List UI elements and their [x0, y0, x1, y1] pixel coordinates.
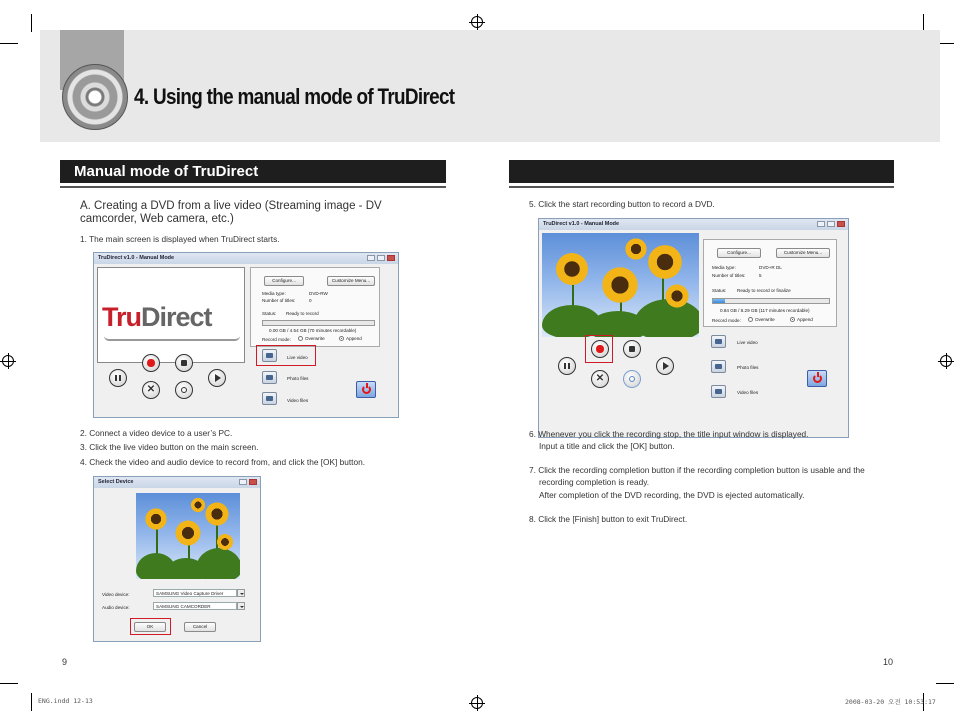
photo-files-label: Photo files — [737, 365, 759, 370]
status-label: Status: — [262, 311, 277, 316]
close-icon[interactable] — [249, 479, 257, 485]
sunflower — [600, 265, 640, 305]
cancel-record-button[interactable] — [142, 381, 160, 399]
maximize-icon[interactable] — [239, 479, 247, 485]
radio-icon — [748, 317, 753, 322]
window-title: TruDirect v1.0 - Manual Mode — [543, 221, 620, 227]
append-radio[interactable] — [339, 336, 362, 341]
step-7-line2: recording completion is ready. — [539, 477, 650, 487]
pause-button[interactable] — [109, 369, 127, 387]
overwrite-label: Overwrite — [755, 317, 775, 322]
step-2: 2. Connect a video device to a user’s PC. — [80, 428, 233, 438]
media-type-label: Media type: — [712, 265, 736, 270]
photo-icon — [715, 364, 722, 369]
film-icon — [715, 389, 722, 394]
crop-mark — [0, 43, 18, 44]
audio-device-label: Audio device: — [102, 605, 130, 610]
registration-mark-icon — [2, 355, 14, 367]
window-title: Select Device — [98, 479, 134, 485]
stop-icon — [181, 360, 187, 366]
status-value: Ready to record — [286, 311, 319, 316]
crop-mark — [936, 683, 954, 684]
info-panel — [250, 267, 380, 347]
pause-icon — [564, 363, 570, 369]
camera-preview — [136, 493, 240, 579]
disc-eject-icon — [181, 387, 187, 393]
registration-mark-icon — [471, 16, 483, 28]
ok-button[interactable]: OK — [134, 622, 166, 632]
step-8: 8. Click the [Finish] button to exit TruDirect. — [529, 514, 688, 524]
sunflower — [624, 237, 648, 261]
stop-button[interactable] — [175, 354, 193, 372]
section-title: Manual mode of TruDirect — [60, 160, 446, 183]
record-icon — [147, 359, 154, 366]
audio-device-value: SAMSUNG CAMCORDER — [156, 604, 211, 609]
logo-swoosh — [104, 336, 240, 341]
trudirect-main-window — [93, 252, 399, 418]
footer-timestamp: 2008-03-20 오전 10:53:17 — [845, 698, 936, 706]
sunflower — [144, 507, 168, 531]
step-6-line2: Input a title and click the [OK] button. — [539, 441, 675, 451]
section-bar-right — [509, 160, 894, 183]
highlight-box — [256, 345, 316, 366]
capacity-progress-bar — [262, 320, 375, 326]
step-7-line3: After completion of the DVD recording, the DVD is ejected automatically. — [539, 490, 805, 500]
highlight-box — [130, 618, 171, 635]
radio-selected-icon — [790, 317, 795, 322]
x-icon: ✕ — [146, 384, 156, 395]
footer-file-info: ENG.indd 12-13 — [38, 697, 93, 705]
page-number-left: 9 — [62, 657, 68, 667]
highlight-box — [585, 335, 613, 363]
step-a: A. Creating a DVD from a live video (Streaming image - DV camcorder, Web camera, etc.) — [80, 200, 382, 225]
radio-icon — [298, 336, 303, 341]
configure-button[interactable]: Configure... — [717, 248, 761, 258]
x-icon: ✕ — [595, 373, 605, 384]
pause-button[interactable] — [558, 357, 576, 375]
pause-icon — [115, 375, 121, 381]
section-underline — [509, 186, 894, 188]
video-files-label: Video files — [737, 390, 759, 395]
customize-menu-button[interactable]: Customize Menu... — [776, 248, 830, 258]
live-video-label: Live video — [287, 355, 308, 360]
titles-value: 0 — [309, 298, 312, 303]
video-preview — [97, 267, 245, 363]
chevron-down-icon[interactable] — [237, 589, 245, 597]
minimize-icon[interactable] — [367, 255, 375, 261]
video-device-select[interactable] — [153, 589, 237, 597]
cancel-record-button[interactable] — [591, 370, 609, 388]
play-button[interactable] — [656, 357, 674, 375]
logo-tru: Tru — [102, 302, 142, 332]
titles-label: Number of titles: — [712, 273, 746, 278]
disc-icon — [62, 64, 128, 130]
capacity-text: 0.84 GB / 8.29 GB (117 minutes recordable) — [720, 308, 810, 313]
maximize-icon[interactable] — [377, 255, 385, 261]
page-number-right: 10 — [883, 657, 894, 667]
play-icon — [215, 374, 221, 382]
capacity-text: 0.00 GB / 4.54 GB (70 minutes recordable) — [269, 328, 357, 333]
titles-value: 5 — [759, 273, 762, 278]
status-label: Status: — [712, 288, 727, 293]
stop-button[interactable] — [623, 340, 641, 358]
info-panel — [703, 239, 837, 327]
overwrite-label: Overwrite — [305, 336, 325, 341]
power-icon — [362, 385, 371, 394]
crop-mark — [31, 14, 32, 32]
capacity-progress-bar — [712, 298, 830, 304]
progress-fill — [713, 299, 725, 303]
live-preview — [542, 233, 699, 337]
live-video-label: Live video — [737, 340, 758, 345]
audio-device-select[interactable] — [153, 602, 237, 610]
close-icon[interactable] — [837, 221, 845, 227]
minimize-icon[interactable] — [817, 221, 825, 227]
eject-button[interactable] — [623, 370, 641, 388]
eject-button[interactable] — [175, 381, 193, 399]
record-mode-label: Record mode: — [712, 318, 741, 323]
step-7-line1: 7. Click the recording completion button if the recording completion button is usable and the — [529, 465, 865, 475]
append-label: Append — [346, 336, 362, 341]
live-video-button[interactable] — [711, 335, 726, 348]
sunflower — [174, 519, 202, 547]
window-title: TruDirect v1.0 - Manual Mode — [98, 255, 175, 261]
page-title: 4. Using the manual mode of TruDirect — [134, 84, 455, 109]
overwrite-radio[interactable] — [298, 336, 325, 341]
media-type-value: DVD+R DL — [759, 265, 782, 270]
logo-direct: Direct — [141, 302, 212, 332]
trudirect-recording-window — [538, 218, 849, 438]
record-button[interactable] — [142, 354, 160, 372]
camcorder-icon — [715, 339, 722, 344]
power-button[interactable] — [356, 381, 376, 398]
photo-files-button[interactable] — [711, 360, 726, 373]
sunflower — [646, 243, 684, 281]
stop-icon — [629, 346, 635, 352]
disc-eject-icon — [629, 376, 635, 382]
sunflower — [190, 497, 206, 513]
registration-mark-icon — [940, 355, 952, 367]
step-5: 5. Click the start recording button to record a DVD. — [529, 199, 715, 209]
select-device-window — [93, 476, 261, 642]
close-icon[interactable] — [387, 255, 395, 261]
video-files-button[interactable] — [711, 385, 726, 398]
record-mode-label: Record mode: — [262, 337, 291, 342]
sunflower — [554, 251, 590, 287]
leaf — [196, 548, 240, 579]
overwrite-radio[interactable] — [748, 317, 775, 322]
chevron-down-icon[interactable] — [237, 602, 245, 610]
titles-label: Number of titles: — [262, 298, 296, 303]
registration-mark-icon — [471, 697, 483, 709]
sunflower — [216, 533, 234, 551]
append-radio[interactable] — [790, 317, 813, 322]
media-type-value: DVD-RW — [309, 291, 328, 296]
maximize-icon[interactable] — [827, 221, 835, 227]
status-value: Ready to record or finalize — [737, 288, 791, 293]
crop-mark — [31, 693, 32, 711]
video-device-label: Video device: — [102, 592, 130, 597]
play-icon — [663, 362, 669, 370]
photo-icon — [266, 375, 273, 380]
video-files-button[interactable] — [262, 392, 277, 405]
step-1: 1. The main screen is displayed when TruDirect starts. — [80, 234, 280, 244]
sunflower — [204, 501, 230, 527]
section-underline — [60, 186, 446, 188]
radio-selected-icon — [339, 336, 344, 341]
play-button[interactable] — [208, 369, 226, 387]
configure-button[interactable]: Configure... — [264, 276, 304, 286]
step-6-line1: 6. Whenever you click the recording stop, the title input window is displayed. — [529, 429, 809, 439]
customize-menu-button[interactable]: Customize Menu... — [327, 276, 375, 286]
power-icon — [813, 374, 822, 383]
photo-files-button[interactable] — [262, 371, 277, 384]
step-4: 4. Check the video and audio device to record from, and click the [OK] button. — [80, 457, 366, 467]
power-button[interactable] — [807, 370, 827, 387]
media-type-label: Media type: — [262, 291, 286, 296]
film-icon — [266, 396, 273, 401]
video-device-value: SAMSUNG Video Capture Driver — [156, 591, 224, 596]
cancel-button[interactable]: Cancel — [184, 622, 216, 632]
sunflower — [664, 283, 690, 309]
step-3: 3. Click the live video button on the main screen. — [80, 442, 259, 452]
photo-files-label: Photo files — [287, 376, 309, 381]
video-files-label: Video files — [287, 398, 309, 403]
append-label: Append — [797, 317, 813, 322]
crop-mark — [0, 683, 18, 684]
